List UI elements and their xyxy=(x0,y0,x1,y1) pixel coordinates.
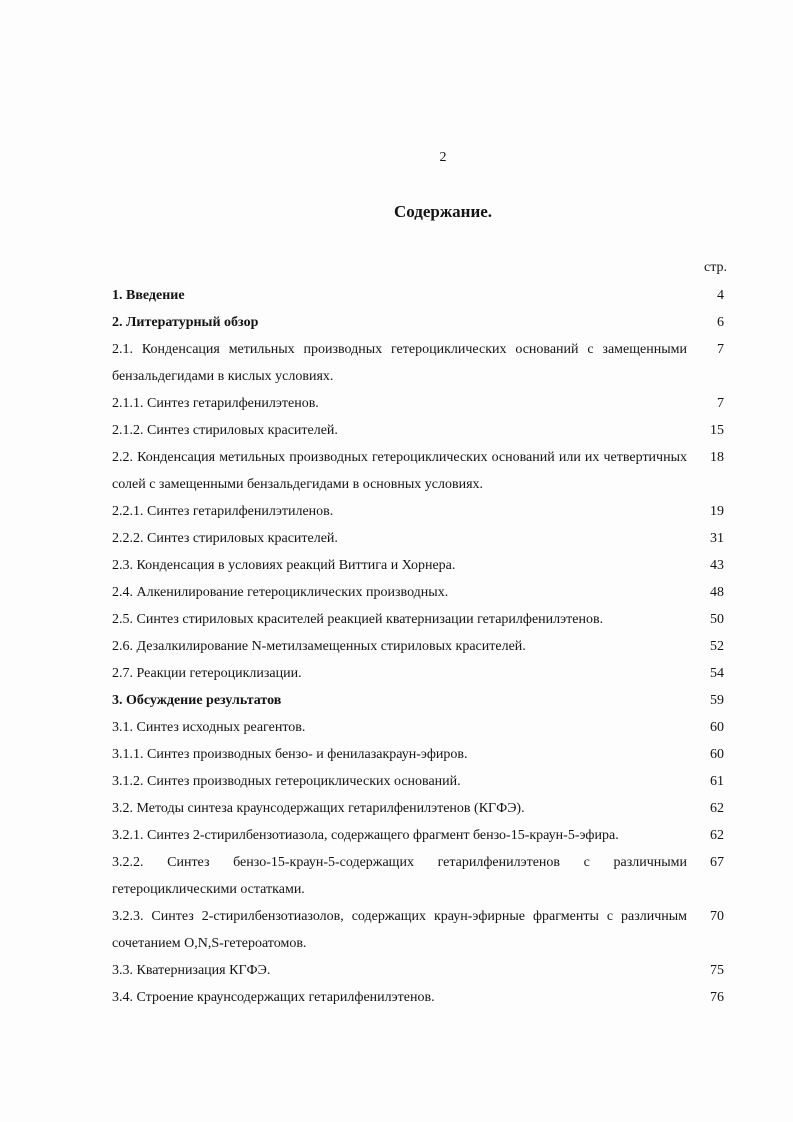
toc-entry-page: 61 xyxy=(710,774,724,789)
toc-entry-page: 76 xyxy=(710,990,724,1005)
toc-entry-text: 3.1. Синтез исходных реагентов. xyxy=(112,720,306,735)
toc-entry xyxy=(112,957,734,984)
toc-entry-page: 19 xyxy=(710,504,724,519)
toc-entry-page: 43 xyxy=(710,558,724,573)
toc-entry-text: 3.4. Строение краунсодержащих гетарилфенилэтенов. xyxy=(112,990,435,1005)
toc-entry-page: 18 xyxy=(710,450,724,465)
toc-entry-text: 3.1.2. Синтез производных гетероциклических оснований. xyxy=(112,774,461,789)
toc-entry xyxy=(112,795,734,822)
toc-entry-text: 2.1. Конденсация метильных производных гетероциклических оснований с замещенными бензальдегидами в кислых условиях. xyxy=(112,342,687,384)
toc-entry-text: 2. Литературный обзор xyxy=(112,315,259,330)
toc-entry-page: 75 xyxy=(710,963,724,978)
toc-entry-page: 62 xyxy=(710,801,724,816)
toc-entry-text: 2.2.1. Синтез гетарилфенилэтиленов. xyxy=(112,504,334,519)
toc-entry xyxy=(112,741,734,768)
toc-entry-text: 2.2.2. Синтез стириловых красителей. xyxy=(112,531,338,546)
toc-entry-text: 3.2. Методы синтеза краунсодержащих гетарилфенилэтенов (КГФЭ). xyxy=(112,801,525,816)
toc-entry-page: 54 xyxy=(710,666,724,681)
toc-entry xyxy=(112,552,734,579)
toc-entry-page: 50 xyxy=(710,612,724,627)
page-column-header: стр. xyxy=(704,260,728,275)
toc-entry-page: 67 xyxy=(710,855,724,870)
toc-entry xyxy=(112,714,734,741)
toc-entry-text: 2.1.2. Синтез стириловых красителей. xyxy=(112,423,338,438)
toc-entry xyxy=(112,417,734,444)
toc-entry xyxy=(112,606,734,633)
toc-entry xyxy=(112,579,734,606)
toc-entry-text: 3.2.1. Синтез 2-стирилбензотиазола, содержащего фрагмент бензо-15-краун-5-эфира. xyxy=(112,828,619,843)
toc-entry xyxy=(112,336,734,390)
toc-entry xyxy=(112,444,734,498)
toc-entry-page: 6 xyxy=(717,315,724,330)
page-number: 2 xyxy=(439,150,447,165)
toc-entry-text: 2.2. Конденсация метильных производных гетероциклических оснований или их четвертичных солей с замещенными бензальдегидами в основных условиях. xyxy=(112,450,687,492)
toc-entry-text: 3.1.1. Синтез производных бензо- и фенилазакраун-эфиров. xyxy=(112,747,468,762)
toc-entry-page: 31 xyxy=(710,531,724,546)
toc-entry-page: 60 xyxy=(710,720,724,735)
toc-entry-page: 7 xyxy=(717,342,724,357)
toc-entry xyxy=(112,687,734,714)
toc-entry-page: 48 xyxy=(710,585,724,600)
toc-entry xyxy=(112,768,734,795)
toc-entry xyxy=(112,282,734,309)
toc-entry-text: 3. Обсуждение результатов xyxy=(112,693,282,708)
toc-entry xyxy=(112,903,734,957)
toc-entry xyxy=(112,984,734,1011)
toc-entry-page: 59 xyxy=(710,693,724,708)
toc-entry-text: 2.7. Реакции гетероциклизации. xyxy=(112,666,302,681)
toc-entry-page: 52 xyxy=(710,639,724,654)
toc-entry-page: 15 xyxy=(710,423,724,438)
toc-entry-text: 2.3. Конденсация в условиях реакций Виттига и Хорнера. xyxy=(112,558,456,573)
toc-entry-text: 3.2.2. Синтез бензо-15-краун-5-содержащих гетарилфенилэтенов с различными гетероциклическими остатками. xyxy=(112,855,687,897)
toc-entry-page: 60 xyxy=(710,747,724,762)
table-of-contents xyxy=(112,282,734,1011)
toc-entry-text: 2.4. Алкенилирование гетероциклических производных. xyxy=(112,585,449,600)
toc-entry-text: 2.5. Синтез стириловых красителей реакцией кватернизации гетарилфенилэтенов. xyxy=(112,612,604,627)
toc-entry-text: 2.6. Дезалкилирование N-метилзамещенных стириловых красителей. xyxy=(112,639,526,654)
toc-entry xyxy=(112,849,734,903)
toc-entry-page: 7 xyxy=(717,396,724,411)
toc-entry-page: 4 xyxy=(717,288,724,303)
toc-entry-text: 3.3. Кватернизация КГФЭ. xyxy=(112,963,271,978)
toc-entry-text: 2.1.1. Синтез гетарилфенилэтенов. xyxy=(112,396,319,411)
toc-entry xyxy=(112,633,734,660)
toc-entry xyxy=(112,390,734,417)
page-title: Содержание. xyxy=(393,202,493,221)
toc-entry xyxy=(112,660,734,687)
toc-entry xyxy=(112,525,734,552)
toc-entry-page: 62 xyxy=(710,828,724,843)
toc-entry xyxy=(112,822,734,849)
toc-entry-page: 70 xyxy=(710,909,724,924)
toc-entry-text: 3.2.3. Синтез 2-стирилбензотиазолов, содержащих краун-эфирные фрагменты с различным сочетанием O,N,S-гетероатомов. xyxy=(112,909,687,951)
toc-entry xyxy=(112,309,734,336)
toc-entry-text: 1. Введение xyxy=(112,288,185,303)
toc-entry xyxy=(112,498,734,525)
